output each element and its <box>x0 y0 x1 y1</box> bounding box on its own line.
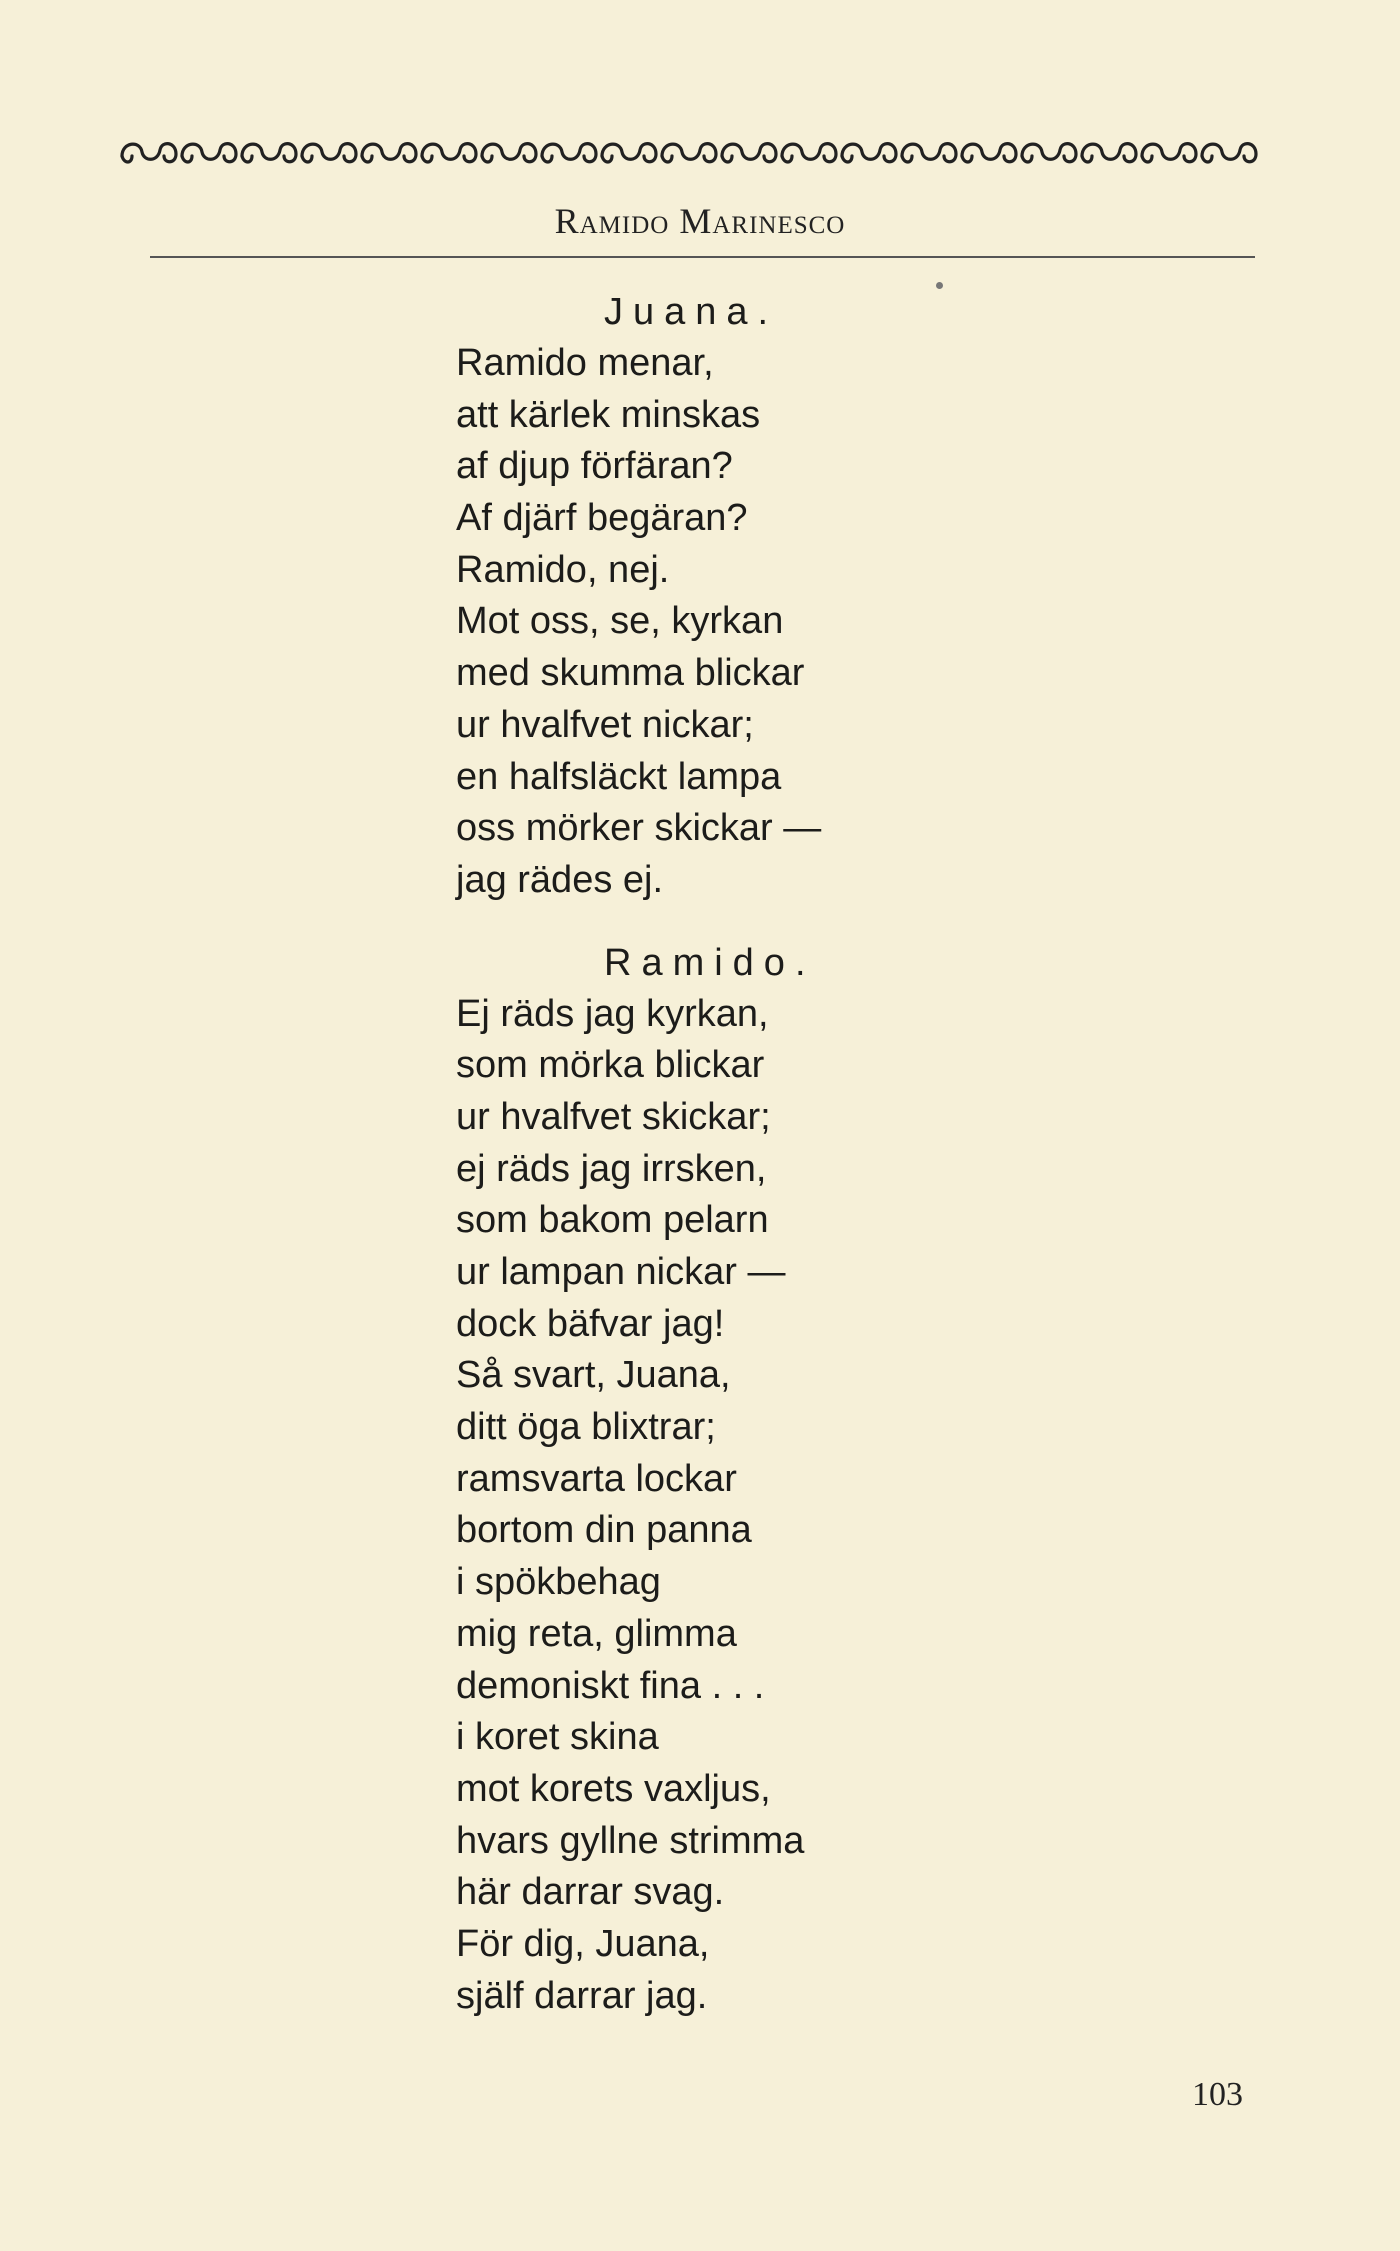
verse-line: hvars gyllne strimma <box>456 1819 805 1862</box>
running-head: Ramido Marinesco <box>554 201 846 241</box>
scroll-ornament-curl <box>242 156 252 162</box>
verse-line: här darrar svag. <box>456 1871 725 1914</box>
scroll-ornament-curl <box>182 156 192 162</box>
verse-line: af djup förfäran? <box>456 445 733 488</box>
verse-line: ur lampan nickar — <box>456 1251 786 1293</box>
verse-line: i spökbehag <box>456 1561 661 1604</box>
verse-line: Mot oss, se, kyrkan <box>456 600 784 643</box>
stanza-juana <box>456 286 1216 907</box>
scroll-ornament-curl <box>122 156 132 162</box>
verse-line: Af djärf begäran? <box>456 497 748 540</box>
verse <box>456 989 1216 2023</box>
verse-line: ramsvarta lockar <box>456 1457 737 1500</box>
speaker-label: Ramido. <box>604 941 816 984</box>
scroll-ornament-curl <box>782 156 792 162</box>
verse-line: att kärlek minskas <box>456 393 761 436</box>
scroll-ornament-curl <box>302 156 312 162</box>
scroll-ornament-curl <box>1142 156 1152 162</box>
header-rule <box>150 256 1255 258</box>
scroll-ornament-curl <box>1202 156 1212 162</box>
scroll-ornament-curl <box>1082 156 1092 162</box>
verse-line: som mörka blickar <box>456 1044 765 1087</box>
verse-line: ur hvalfvet nickar; <box>456 703 754 746</box>
scroll-ornament-curl <box>962 156 972 162</box>
verse-line: Ej räds jag kyrkan, <box>456 992 769 1035</box>
verse-line: mot korets vaxljus, <box>456 1767 771 1810</box>
poem <box>456 286 1216 2022</box>
verse-line: i koret skina <box>456 1716 659 1759</box>
verse-line: ditt öga blixtrar; <box>456 1406 716 1449</box>
scroll-ornament-curl <box>1022 156 1032 162</box>
verse-line: själf darrar jag. <box>456 1974 708 2017</box>
scroll-ornament-icon <box>118 134 1258 170</box>
scroll-ornament-curl <box>422 156 432 162</box>
verse-line: ur hvalfvet skickar; <box>456 1095 771 1138</box>
scroll-ornament-curl <box>602 156 612 162</box>
scroll-ornament-curl <box>662 156 672 162</box>
verse-line: Ramido, nej. <box>456 548 670 591</box>
verse-line: Så svart, Juana, <box>456 1354 731 1397</box>
verse-line: oss mörker skickar — <box>456 807 822 850</box>
scroll-ornament-curl <box>482 156 492 162</box>
verse <box>456 338 1216 907</box>
verse-line: bortom din panna <box>456 1509 752 1552</box>
verse-line: Ramido menar, <box>456 342 714 384</box>
scroll-ornament-curl <box>902 156 912 162</box>
scroll-ornament-curl <box>542 156 552 162</box>
scroll-ornament-curl <box>722 156 732 162</box>
stanza-ramido <box>456 937 1216 2023</box>
verse-line: ej räds jag irrsken, <box>456 1147 767 1190</box>
verse-line: För dig, Juana, <box>456 1922 710 1965</box>
scroll-ornament-curl <box>362 156 372 162</box>
speaker-label: Juana. <box>604 291 779 333</box>
verse-line: som bakom pelarn <box>456 1199 769 1242</box>
page-number: 103 <box>1192 2076 1243 2113</box>
verse-line: mig reta, glimma <box>456 1612 737 1655</box>
scroll-ornament-curl <box>842 156 852 162</box>
verse-line: dock bäfvar jag! <box>456 1302 725 1345</box>
verse-line: med skumma blickar <box>456 652 805 695</box>
verse-line: demoniskt fina . . . <box>456 1664 765 1707</box>
verse-line: jag rädes ej. <box>456 858 664 901</box>
verse-line: en halfsläckt lampa <box>456 755 782 798</box>
